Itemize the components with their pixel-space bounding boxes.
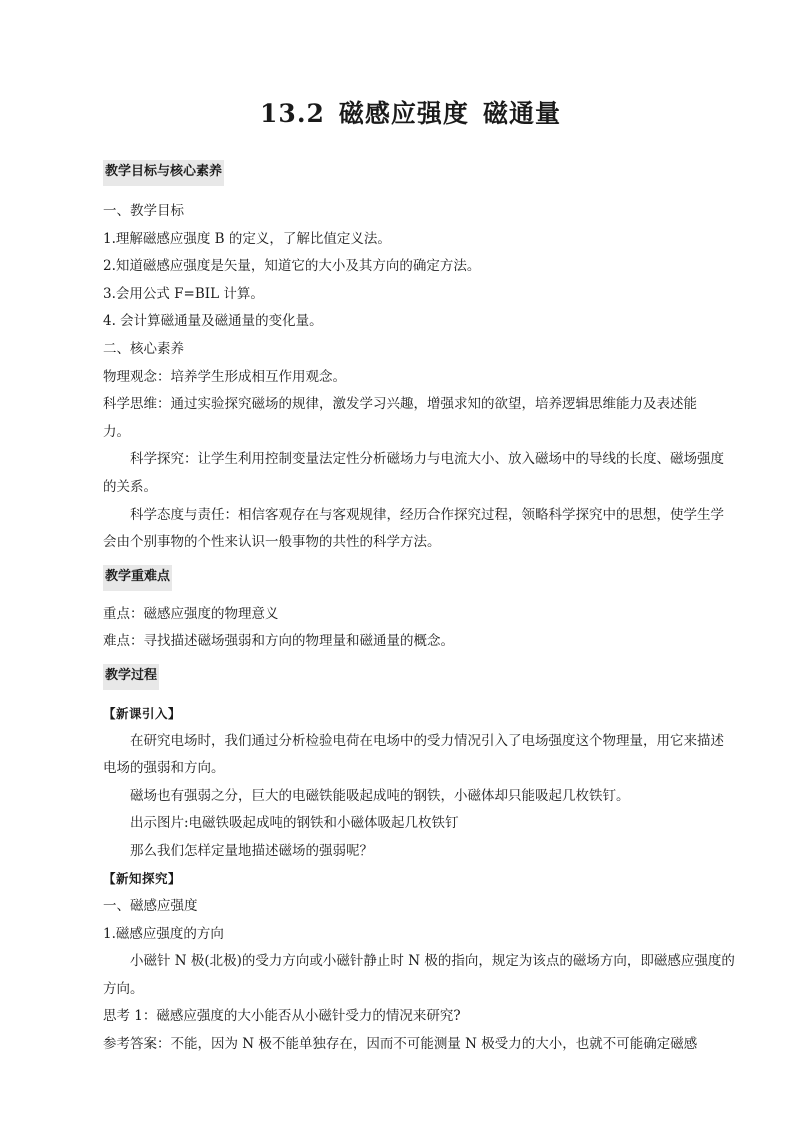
goal-item-1: 1.理解磁感应强度 B 的定义，了解比值定义法。 xyxy=(103,230,391,247)
core-item-1: 物理观念：培养学生形成相互作用观念。 xyxy=(103,368,346,385)
reference-answer-1: 参考答案：不能，因为 N 极不能单独存在，因而不可能测量 N 极受力的大小，也就不可能确定磁感 xyxy=(103,1036,698,1053)
core-item-2-line-2: 力。 xyxy=(103,423,130,440)
tag-new-lesson-intro: 【新课引入】 xyxy=(103,705,182,721)
goal-heading: 一、教学目标 xyxy=(103,203,184,219)
intro-para-1-line-1: 在研究电场时，我们通过分析检验电荷在电场中的受力情况引入了电场强度这个物理量，用它来描述 xyxy=(130,732,724,749)
intro-para-2: 磁场也有强弱之分，巨大的电磁铁能吸起成吨的钢铁，小磁体却只能吸起几枚铁钉。 xyxy=(130,787,630,804)
page-title xyxy=(103,96,718,132)
intro-para-3: 出示图片:电磁铁吸起成吨的钢铁和小磁体吸起几枚铁钉 xyxy=(130,815,459,832)
goal-item-2: 2.知道磁感应强度是矢量，知道它的大小及其方向的确定方法。 xyxy=(103,258,481,275)
intro-para-1-line-2: 电场的强弱和方向。 xyxy=(103,760,225,777)
explore-para-1-line-2: 方向。 xyxy=(103,980,144,997)
tag-new-knowledge: 【新知探究】 xyxy=(103,871,182,887)
difficult-point: 难点：寻找描述磁场强弱和方向的物理量和磁通量的概念。 xyxy=(103,633,454,650)
core-item-3-line-1: 科学探究：让学生利用控制变量法定性分析磁场力与电流大小、放入磁场中的导线的长度、磁场强度 xyxy=(130,451,724,468)
explore-heading: 一、磁感应强度 xyxy=(103,898,198,915)
explore-para-1-line-1: 小磁针 N 极(北极)的受力方向或小磁针静止时 N 极的指向，规定为该点的磁场方向，即磁感应强度的 xyxy=(130,953,735,970)
core-item-4-line-2: 会由个别事物的个性来认识一般事物的共性的科学方法。 xyxy=(103,534,441,551)
title-main: 磁感应强度 xyxy=(338,99,469,128)
title-sub: 磁通量 xyxy=(482,99,561,128)
section-heading-process: 教学过程 xyxy=(103,664,159,690)
core-item-3-line-2: 的关系。 xyxy=(103,478,157,495)
title-number: 13.2 xyxy=(260,99,325,128)
think-question-1: 思考 1：磁感应强度的大小能否从小磁针受力的情况来研究? xyxy=(103,1008,461,1025)
core-item-2-line-1: 科学思维：通过实验探究磁场的规律，激发学习兴趣，增强求知的欲望，培养逻辑思维能力及表述能 xyxy=(103,396,697,413)
goal-item-3: 3.会用公式 F=BIL 计算。 xyxy=(103,285,264,302)
section-heading-keypoints: 教学重难点 xyxy=(103,565,172,591)
key-point: 重点：磁感应强度的物理意义 xyxy=(103,605,279,622)
goal-item-4: 4. 会计算磁通量及磁通量的变化量。 xyxy=(103,313,323,330)
intro-para-4: 那么我们怎样定量地描述磁场的强弱呢？ xyxy=(130,842,373,859)
section-heading-goals: 教学目标与核心素养 xyxy=(103,160,224,186)
explore-subheading: 1.磁感应强度的方向 xyxy=(103,925,224,942)
core-item-4-line-1: 科学态度与责任：相信客观存在与客观规律，经历合作探究过程，领略科学探究中的思想，使学生学 xyxy=(130,506,724,523)
core-heading: 二、核心素养 xyxy=(103,340,184,357)
